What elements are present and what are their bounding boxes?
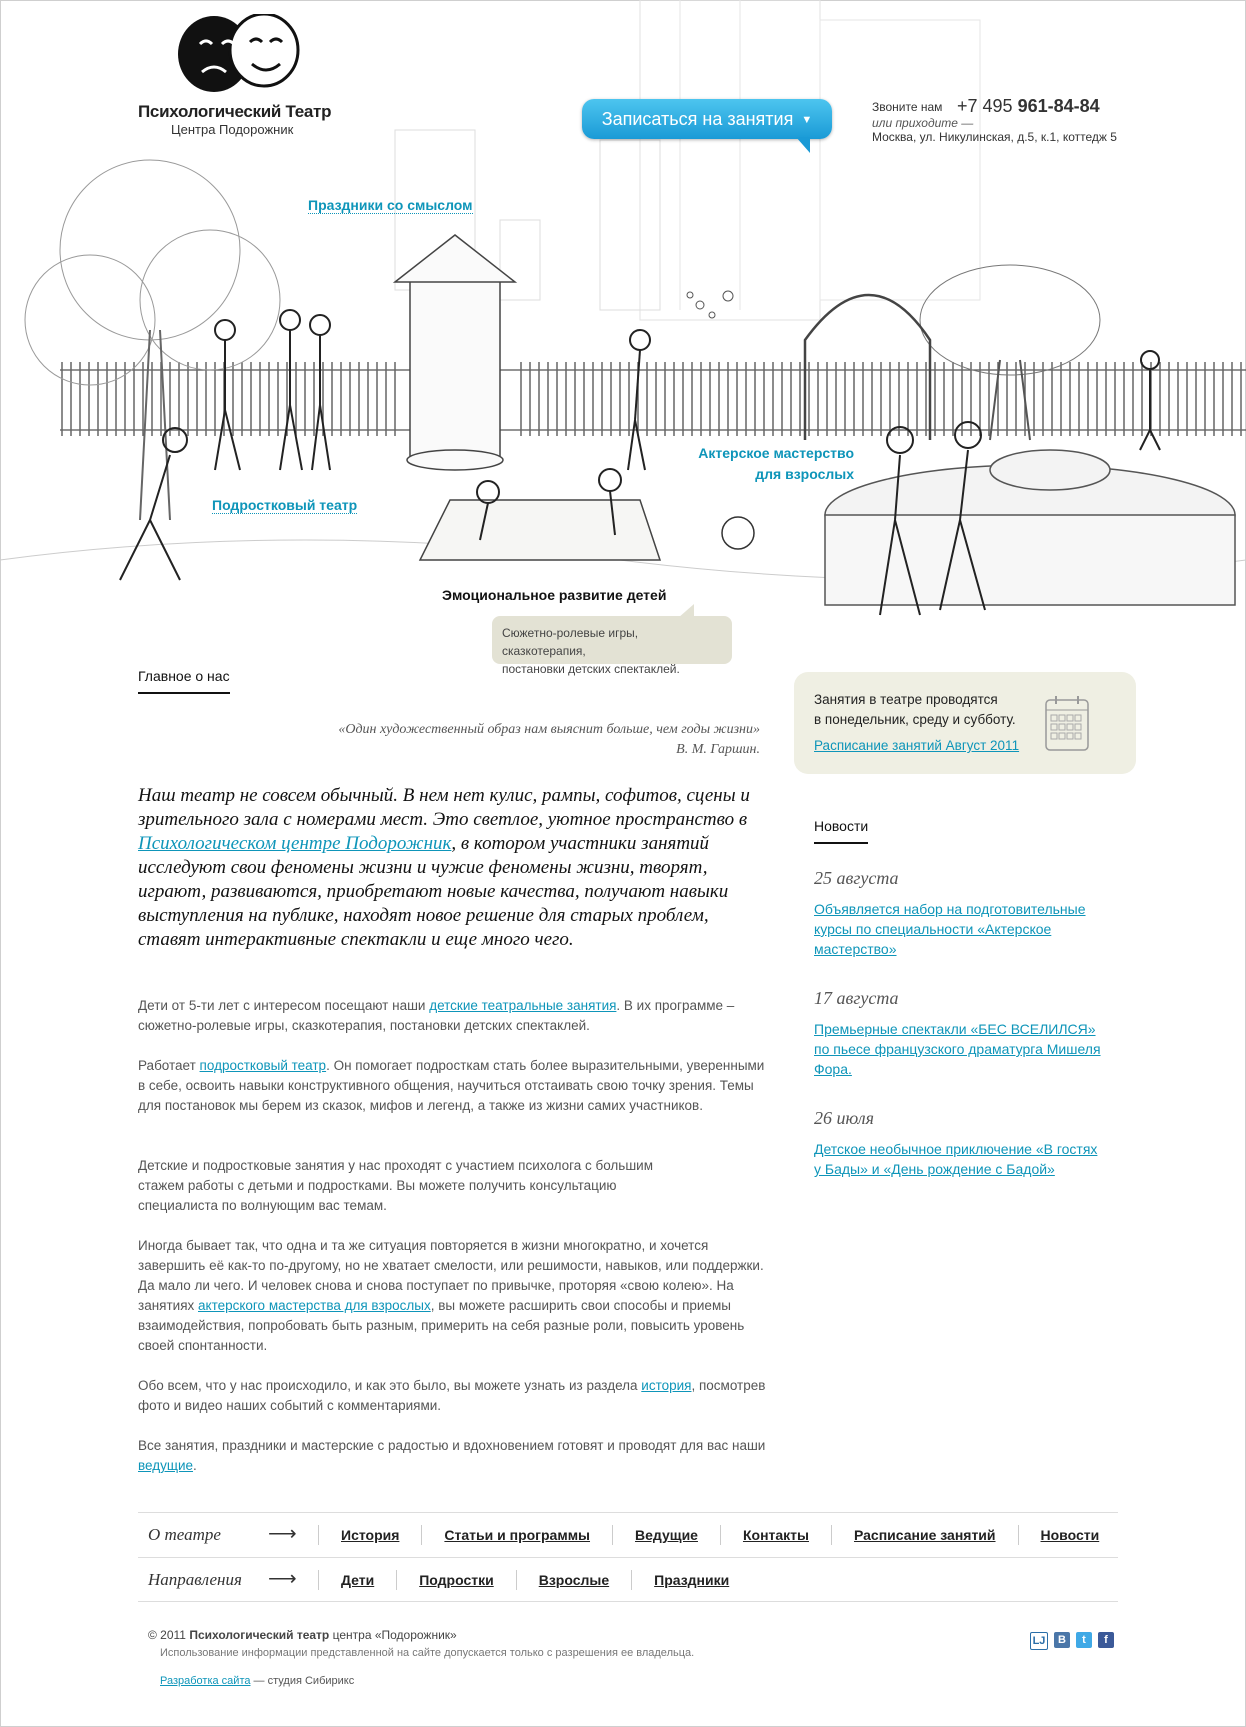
paragraph-children <box>138 996 773 1036</box>
footer-link-articles[interactable]: Статьи и программы <box>421 1525 612 1545</box>
epigraph <box>240 720 760 760</box>
footer-about-label: О театре <box>148 1525 221 1544</box>
livejournal-icon[interactable]: LJ <box>1030 1632 1048 1650</box>
link-hosts[interactable]: ведущие <box>138 1458 194 1473</box>
theatre-masks-icon <box>172 14 302 94</box>
schedule-panel <box>794 672 1136 774</box>
p5-text-b: , посмотрев фото и видео наших событий с комментариями. <box>138 1378 766 1413</box>
phone-number <box>957 96 1100 117</box>
lead-text-1: Наш театр не совсем обычный. В нем нет кулис, рампы, софитов, сцены и зрительного зала с номерами мест. Это светлое, уютное пространство в <box>138 785 750 830</box>
schedule-link[interactable]: Расписание занятий Август 2011 <box>814 738 1020 753</box>
arrow-right-icon: ⟶ <box>268 1523 297 1545</box>
footer-nav-directions <box>138 1557 1118 1602</box>
or-come-label: или приходите — <box>872 116 974 130</box>
footer-link-teens[interactable]: Подростки <box>396 1570 516 1590</box>
schedule-line1: Занятия в театре проводятся <box>814 692 998 707</box>
copy-rest: центра «Подорожник» <box>332 1628 457 1642</box>
p6-text-b: . <box>193 1458 197 1473</box>
hero-link-holidays[interactable]: Праздники со смыслом <box>308 197 473 213</box>
hero-emotional-label[interactable]: Эмоциональное развитие детей <box>442 587 667 603</box>
paragraph-psychologist: Детские и подростковые занятия у нас проходят с участием психолога с большим стажем работы с детьми и подростками. Вы можете получить консультацию специалиста по волнующим вас темам. <box>138 1158 653 1213</box>
facebook-icon[interactable]: f <box>1098 1632 1114 1648</box>
news-title-link[interactable]: Премьерные спектакли «БЕС ВСЕЛИЛСЯ» по пьесе французского драматурга Мишеля Фора. <box>814 1021 1101 1077</box>
news-title-link[interactable]: Детское необычное приключение «В гостях у Бады» и «День рождение с Бадой» <box>814 1141 1098 1177</box>
p1-text-a: Дети от 5-ти лет с интересом посещают наши <box>138 998 430 1013</box>
footer-link-adults[interactable]: Взрослые <box>516 1570 631 1590</box>
adult-acting-line2: для взрослых <box>755 466 854 482</box>
tab-news[interactable]: Новости <box>814 818 868 844</box>
developer-rest: — студия Сибирикс <box>253 1675 355 1687</box>
footer-link-news[interactable]: Новости <box>1018 1525 1122 1545</box>
lead-link-center[interactable]: Психологическом центре Подорожник <box>138 833 452 854</box>
p6-text-a: Все занятия, праздники и мастерские с радостью и вдохновением готовят и проводят для вас наши <box>138 1438 766 1453</box>
news-date: 25 августа <box>814 868 899 888</box>
news-date: 17 августа <box>814 988 899 1008</box>
vkontakte-icon[interactable]: В <box>1054 1632 1070 1648</box>
call-label: Звоните нам <box>872 100 943 114</box>
phone-prefix: +7 495 <box>957 96 1013 116</box>
p2-text-b: . Он помогает подросткам стать более выразительными, уверенными в себе, освоить навыки конструктивного общения, научиться отстаивать свою точку зрения. Темы для постановок мы берем из сказок, мифов и легенд, а также из жизни самих участников. <box>138 1058 765 1113</box>
copy-name: Психологический театр <box>189 1628 330 1642</box>
paragraph-history <box>138 1376 773 1416</box>
footer-link-contacts[interactable]: Контакты <box>720 1525 831 1545</box>
bubble-tail <box>678 604 694 618</box>
footer-divider <box>138 1601 1118 1602</box>
link-children-classes[interactable]: детские театральные занятия <box>429 998 617 1013</box>
lead-paragraph <box>138 784 768 952</box>
p4-text-b: , вы можете расширить свои способы и приемы взаимодействия, попробовать быть разным, примерить на себя разные роли, повысить уровень своей спонтанности. <box>138 1298 745 1353</box>
copyright <box>148 1628 457 1642</box>
p5-text-a: Обо всем, что у нас происходило, и как это было, вы можете узнать из раздела <box>138 1378 642 1393</box>
paragraph-teens <box>138 1056 773 1116</box>
paragraph-adults <box>138 1236 773 1356</box>
logo-subtitle: Центра Подорожник <box>171 122 294 137</box>
news-item <box>814 868 1104 959</box>
bubble-line2: постановки детских спектаклей. <box>502 662 680 676</box>
bubble-line1: Сюжетно-ролевые игры, сказкотерапия, <box>502 626 639 658</box>
footer-link-holidays[interactable]: Праздники <box>631 1570 751 1590</box>
footer-link-schedule[interactable]: Расписание занятий <box>831 1525 1018 1545</box>
footer-link-children[interactable]: Дети <box>318 1570 396 1590</box>
link-history[interactable]: история <box>641 1378 692 1393</box>
footer-directions-label: Направления <box>148 1570 242 1589</box>
calendar-icon <box>1044 694 1090 752</box>
footer-link-history[interactable]: История <box>318 1525 421 1545</box>
logo-title: Психологический Театр <box>138 102 332 121</box>
p2-text-a: Работает <box>138 1058 200 1073</box>
twitter-icon[interactable]: t <box>1076 1632 1092 1648</box>
phone-main: 961-84-84 <box>1017 96 1100 116</box>
news-date: 26 июля <box>814 1108 874 1128</box>
footer-link-hosts[interactable]: Ведущие <box>612 1525 720 1545</box>
schedule-line2: в понедельник, среду и субботу. <box>814 712 1016 727</box>
epigraph-author: В. М. Гаршин. <box>676 742 760 757</box>
signup-button[interactable] <box>582 99 832 139</box>
p4-text-a: Иногда бывает так, что одна и та же ситуация повторяется в жизни многократно, и хочется завершить её как-то по-другому, но не хватает смелости, или решимости, навыков, или поддержки. Да мало ли чего. И человек снова и снова поступает по привычке, проторяя «свою колею». На занятиях <box>138 1238 764 1313</box>
adult-acting-line1: Актерское мастерство <box>698 445 854 461</box>
hero-link-adult-acting[interactable] <box>694 445 854 485</box>
arrow-right-icon: ⟶ <box>268 1568 297 1590</box>
news-item <box>814 1108 1104 1179</box>
social-links <box>1030 1632 1114 1650</box>
lead-text-2: , в котором участники занятий исследуют свои феномены жизни и чужие феномены жизни, творят, играют, развиваются, приобретают новые качества, получают навыки выступления на публике, находят новое решение для старых проблем, ставят интерактивные спектакли и еще много чего. <box>138 833 729 950</box>
developer-credit <box>160 1675 354 1687</box>
link-teen-theatre[interactable]: подростковый театр <box>199 1058 327 1073</box>
hero-bubble <box>492 616 732 676</box>
address: Москва, ул. Никулинская, д.5, к.1, коттедж 5 <box>872 130 1117 144</box>
link-adult-acting[interactable]: актерского мастерства для взрослых <box>198 1298 431 1313</box>
p1-text-b: . В их программе – сюжетно-ролевые игры, сказкотерапия, постановки детских спектаклей. <box>138 998 735 1033</box>
usage-notice: Использование информации представленной на сайте допускается только с разрешения ее владельца. <box>160 1647 695 1659</box>
paragraph-hosts <box>138 1436 773 1476</box>
news-title-link[interactable]: Объявляется набор на подготовительные курсы по специальности «Актерское мастерство» <box>814 901 1086 957</box>
news-item <box>814 988 1104 1079</box>
caret-down-icon: ▼ <box>801 114 813 126</box>
copy-year: © 2011 <box>148 1628 186 1642</box>
signup-tail <box>796 137 810 153</box>
footer-nav-about <box>138 1512 1118 1557</box>
epigraph-text: «Один художественный образ нам выяснит больше, чем годы жизни» <box>338 722 760 737</box>
tab-about[interactable]: Главное о нас <box>138 668 230 694</box>
developer-link[interactable]: Разработка сайта <box>160 1675 251 1687</box>
hero-link-teen-theatre[interactable]: Подростковый театр <box>212 497 358 513</box>
signup-label: Записаться на занятия <box>601 109 794 129</box>
